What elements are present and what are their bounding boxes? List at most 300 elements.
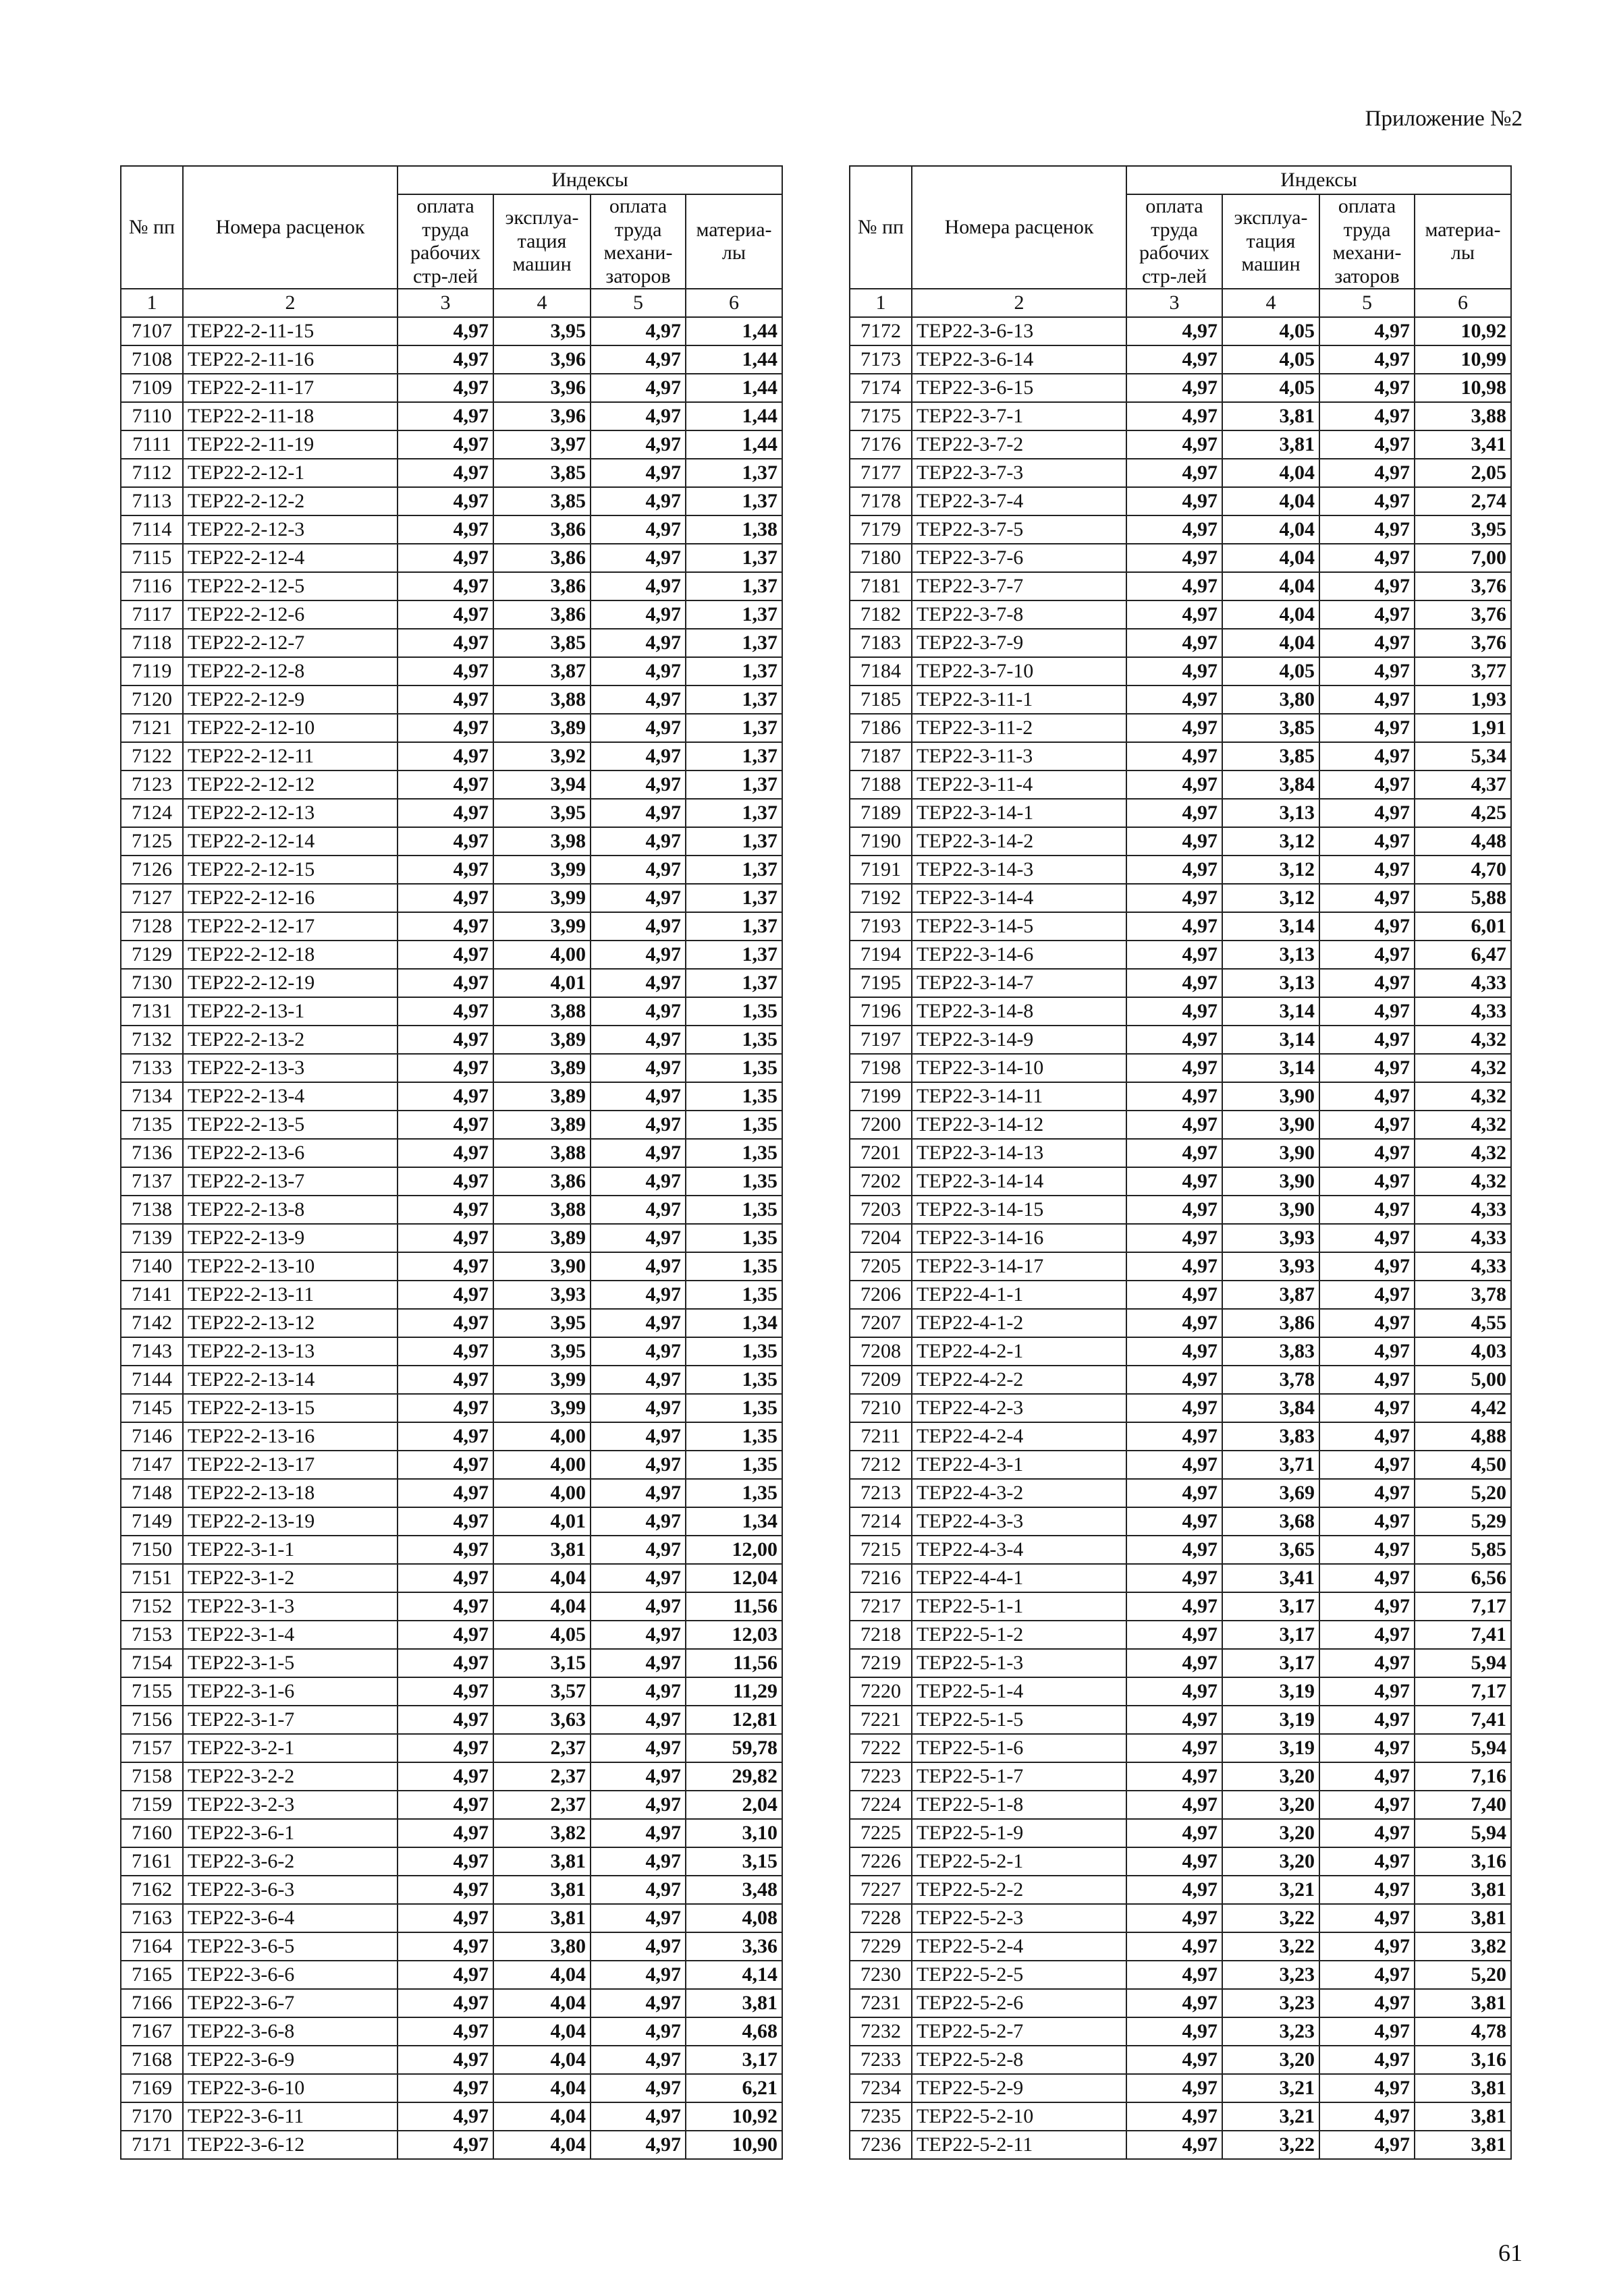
materials-index: 59,78 xyxy=(686,1734,782,1762)
col-number-2: 2 xyxy=(183,289,398,317)
row-number: 7183 xyxy=(850,629,912,657)
mech-index: 4,97 xyxy=(591,799,686,827)
index-table-right xyxy=(849,165,1512,2160)
page-number: 61 xyxy=(1498,2239,1523,2266)
labor-index: 4,97 xyxy=(398,345,493,374)
row-number: 7198 xyxy=(850,1054,912,1082)
table-row xyxy=(850,1507,1511,1536)
table-row xyxy=(850,459,1511,487)
table-row xyxy=(121,827,782,856)
machines-index: 3,99 xyxy=(493,1366,591,1394)
materials-index: 3,77 xyxy=(1415,657,1511,685)
rate-code: ТЕР22-5-1-5 xyxy=(912,1706,1126,1734)
row-number: 7215 xyxy=(850,1536,912,1564)
machines-index: 3,89 xyxy=(493,1026,591,1054)
machines-index: 3,89 xyxy=(493,1054,591,1082)
mech-index: 4,97 xyxy=(591,2046,686,2074)
labor-index: 4,97 xyxy=(398,657,493,685)
materials-index: 2,05 xyxy=(1415,459,1511,487)
rate-code: ТЕР22-2-12-3 xyxy=(183,515,398,544)
rate-code: ТЕР22-5-1-1 xyxy=(912,1592,1126,1621)
table-row xyxy=(850,544,1511,572)
materials-index: 1,37 xyxy=(686,912,782,941)
rate-code: ТЕР22-2-13-16 xyxy=(183,1422,398,1451)
labor-index: 4,97 xyxy=(1126,1507,1222,1536)
labor-index: 4,97 xyxy=(398,1451,493,1479)
labor-index: 4,97 xyxy=(1126,1592,1222,1621)
labor-index: 4,97 xyxy=(398,941,493,969)
row-number: 7235 xyxy=(850,2102,912,2131)
table-row xyxy=(850,1451,1511,1479)
labor-index: 4,97 xyxy=(1126,515,1222,544)
materials-index: 1,37 xyxy=(686,742,782,771)
mech-index: 4,97 xyxy=(1319,2046,1415,2074)
machines-index: 3,90 xyxy=(1222,1111,1319,1139)
row-number: 7139 xyxy=(121,1224,183,1252)
rate-code: ТЕР22-3-14-11 xyxy=(912,1082,1126,1111)
mech-index: 4,97 xyxy=(591,374,686,402)
header-code: Номера расценок xyxy=(183,166,398,289)
mech-index: 4,97 xyxy=(1319,1791,1415,1819)
machines-index: 3,65 xyxy=(1222,1536,1319,1564)
mech-index: 4,97 xyxy=(591,1026,686,1054)
materials-index: 1,37 xyxy=(686,600,782,629)
machines-index: 3,93 xyxy=(1222,1224,1319,1252)
table-row xyxy=(850,345,1511,374)
machines-index: 3,20 xyxy=(1222,1847,1319,1876)
table-row xyxy=(121,317,782,345)
col-number-5: 5 xyxy=(591,289,686,317)
materials-index: 3,78 xyxy=(1415,1281,1511,1309)
materials-index: 1,37 xyxy=(686,657,782,685)
machines-index: 4,04 xyxy=(1222,629,1319,657)
table-row xyxy=(850,2017,1511,2046)
labor-index: 4,97 xyxy=(398,1224,493,1252)
mech-index: 4,97 xyxy=(1319,941,1415,969)
row-number: 7191 xyxy=(850,856,912,884)
rate-code: ТЕР22-2-13-2 xyxy=(183,1026,398,1054)
mech-index: 4,97 xyxy=(1319,742,1415,771)
machines-index: 2,37 xyxy=(493,1791,591,1819)
table-row xyxy=(121,941,782,969)
table-row xyxy=(121,572,782,600)
rate-code: ТЕР22-3-6-6 xyxy=(183,1961,398,1989)
machines-index: 3,89 xyxy=(493,1224,591,1252)
labor-index: 4,97 xyxy=(1126,1989,1222,2017)
machines-index: 3,14 xyxy=(1222,912,1319,941)
machines-index: 3,14 xyxy=(1222,997,1319,1026)
machines-index: 3,95 xyxy=(493,799,591,827)
materials-index: 12,81 xyxy=(686,1706,782,1734)
mech-index: 4,97 xyxy=(591,1706,686,1734)
labor-index: 4,97 xyxy=(1126,1791,1222,1819)
mech-index: 4,97 xyxy=(591,1082,686,1111)
row-number: 7178 xyxy=(850,487,912,515)
materials-index: 1,35 xyxy=(686,1139,782,1167)
labor-index: 4,97 xyxy=(1126,1422,1222,1451)
rate-code: ТЕР22-4-4-1 xyxy=(912,1564,1126,1592)
labor-index: 4,97 xyxy=(398,402,493,430)
row-number: 7211 xyxy=(850,1422,912,1451)
table-row xyxy=(121,374,782,402)
mech-index: 4,97 xyxy=(591,969,686,997)
materials-index: 3,81 xyxy=(1415,1989,1511,2017)
machines-index: 3,22 xyxy=(1222,1904,1319,1932)
mech-index: 4,97 xyxy=(591,1196,686,1224)
rate-code: ТЕР22-2-12-12 xyxy=(183,771,398,799)
row-number: 7145 xyxy=(121,1394,183,1422)
materials-index: 7,16 xyxy=(1415,1762,1511,1791)
materials-index: 1,35 xyxy=(686,1054,782,1082)
machines-index: 3,89 xyxy=(493,714,591,742)
rate-code: ТЕР22-3-7-9 xyxy=(912,629,1126,657)
mech-index: 4,97 xyxy=(1319,459,1415,487)
materials-index: 1,37 xyxy=(686,771,782,799)
machines-index: 3,95 xyxy=(493,1309,591,1337)
materials-index: 5,85 xyxy=(1415,1536,1511,1564)
labor-index: 4,97 xyxy=(1126,1961,1222,1989)
mech-index: 4,97 xyxy=(591,1819,686,1847)
row-number: 7218 xyxy=(850,1621,912,1649)
rate-code: ТЕР22-5-2-10 xyxy=(912,2102,1126,2131)
row-number: 7195 xyxy=(850,969,912,997)
mech-index: 4,97 xyxy=(1319,430,1415,459)
table-row xyxy=(121,912,782,941)
table-row xyxy=(121,2102,782,2131)
rate-code: ТЕР22-2-13-14 xyxy=(183,1366,398,1394)
rate-code: ТЕР22-2-12-8 xyxy=(183,657,398,685)
header-mech: оплата труда механи-заторов xyxy=(1319,194,1415,289)
rate-code: ТЕР22-5-2-5 xyxy=(912,1961,1126,1989)
mech-index: 4,97 xyxy=(591,827,686,856)
table-row xyxy=(850,714,1511,742)
header-mech: оплата труда механи-заторов xyxy=(591,194,686,289)
labor-index: 4,97 xyxy=(398,1139,493,1167)
rate-code: ТЕР22-2-12-16 xyxy=(183,884,398,912)
rate-code: ТЕР22-3-11-3 xyxy=(912,742,1126,771)
materials-index: 1,35 xyxy=(686,1082,782,1111)
machines-index: 3,90 xyxy=(1222,1139,1319,1167)
rate-code: ТЕР22-5-1-7 xyxy=(912,1762,1126,1791)
machines-index: 3,23 xyxy=(1222,1989,1319,2017)
table-row xyxy=(850,1054,1511,1082)
table-row xyxy=(850,856,1511,884)
rate-code: ТЕР22-5-2-7 xyxy=(912,2017,1126,2046)
row-number: 7228 xyxy=(850,1904,912,1932)
rate-code: ТЕР22-3-6-2 xyxy=(183,1847,398,1876)
machines-index: 3,81 xyxy=(493,1847,591,1876)
machines-index: 3,20 xyxy=(1222,1819,1319,1847)
machines-index: 4,04 xyxy=(493,2046,591,2074)
header-code: Номера расценок xyxy=(912,166,1126,289)
mech-index: 4,97 xyxy=(1319,317,1415,345)
mech-index: 4,97 xyxy=(1319,2017,1415,2046)
machines-index: 4,04 xyxy=(1222,544,1319,572)
materials-index: 4,68 xyxy=(686,2017,782,2046)
labor-index: 4,97 xyxy=(1126,1111,1222,1139)
mech-index: 4,97 xyxy=(1319,1649,1415,1677)
materials-index: 1,35 xyxy=(686,1167,782,1196)
machines-index: 3,21 xyxy=(1222,2074,1319,2102)
materials-index: 5,94 xyxy=(1415,1734,1511,1762)
mech-index: 4,97 xyxy=(1319,1621,1415,1649)
table-row xyxy=(121,1082,782,1111)
machines-index: 3,21 xyxy=(1222,2102,1319,2131)
row-number: 7186 xyxy=(850,714,912,742)
machines-index: 4,04 xyxy=(493,2074,591,2102)
labor-index: 4,97 xyxy=(398,1819,493,1847)
rate-code: ТЕР22-2-11-16 xyxy=(183,345,398,374)
machines-index: 3,86 xyxy=(493,515,591,544)
materials-index: 2,04 xyxy=(686,1791,782,1819)
labor-index: 4,97 xyxy=(398,317,493,345)
row-number: 7190 xyxy=(850,827,912,856)
labor-index: 4,97 xyxy=(1126,912,1222,941)
table-row xyxy=(121,1139,782,1167)
labor-index: 4,97 xyxy=(398,1309,493,1337)
table-row xyxy=(121,1196,782,1224)
machines-index: 3,23 xyxy=(1222,1961,1319,1989)
mech-index: 4,97 xyxy=(1319,1366,1415,1394)
row-number: 7135 xyxy=(121,1111,183,1139)
mech-index: 4,97 xyxy=(591,1309,686,1337)
labor-index: 4,97 xyxy=(398,1592,493,1621)
materials-index: 4,33 xyxy=(1415,997,1511,1026)
machines-index: 3,95 xyxy=(493,317,591,345)
table-row xyxy=(850,742,1511,771)
mech-index: 4,97 xyxy=(591,1564,686,1592)
machines-index: 4,01 xyxy=(493,969,591,997)
machines-index: 3,90 xyxy=(1222,1167,1319,1196)
rate-code: ТЕР22-3-7-6 xyxy=(912,544,1126,572)
table-row xyxy=(121,1281,782,1309)
labor-index: 4,97 xyxy=(1126,1337,1222,1366)
machines-index: 3,88 xyxy=(493,997,591,1026)
machines-index: 3,85 xyxy=(493,459,591,487)
machines-index: 3,71 xyxy=(1222,1451,1319,1479)
col-number-3: 3 xyxy=(398,289,493,317)
mech-index: 4,97 xyxy=(591,600,686,629)
row-number: 7173 xyxy=(850,345,912,374)
labor-index: 4,97 xyxy=(1126,2102,1222,2131)
row-number: 7111 xyxy=(121,430,183,459)
labor-index: 4,97 xyxy=(1126,600,1222,629)
machines-index: 4,04 xyxy=(1222,572,1319,600)
machines-index: 3,69 xyxy=(1222,1479,1319,1507)
materials-index: 3,95 xyxy=(1415,515,1511,544)
table-row xyxy=(850,2046,1511,2074)
rate-code: ТЕР22-3-6-15 xyxy=(912,374,1126,402)
materials-index: 1,35 xyxy=(686,997,782,1026)
labor-index: 4,97 xyxy=(1126,657,1222,685)
mech-index: 4,97 xyxy=(1319,997,1415,1026)
mech-index: 4,97 xyxy=(1319,1167,1415,1196)
materials-index: 1,44 xyxy=(686,345,782,374)
header-group-indices: Индексы xyxy=(1126,166,1511,194)
materials-index: 3,81 xyxy=(1415,2102,1511,2131)
table-row xyxy=(850,1167,1511,1196)
row-number: 7167 xyxy=(121,2017,183,2046)
mech-index: 4,97 xyxy=(591,685,686,714)
rate-code: ТЕР22-3-14-17 xyxy=(912,1252,1126,1281)
machines-index: 3,89 xyxy=(493,1111,591,1139)
table-row xyxy=(850,1961,1511,1989)
row-number: 7208 xyxy=(850,1337,912,1366)
table-row xyxy=(121,1677,782,1706)
table-row xyxy=(850,515,1511,544)
row-number: 7166 xyxy=(121,1989,183,2017)
materials-index: 3,76 xyxy=(1415,600,1511,629)
rate-code: ТЕР22-5-1-6 xyxy=(912,1734,1126,1762)
row-number: 7181 xyxy=(850,572,912,600)
header-num: № пп xyxy=(121,166,183,289)
row-number: 7157 xyxy=(121,1734,183,1762)
labor-index: 4,97 xyxy=(398,2102,493,2131)
mech-index: 4,97 xyxy=(591,1762,686,1791)
rate-code: ТЕР22-3-14-7 xyxy=(912,969,1126,997)
labor-index: 4,97 xyxy=(1126,1564,1222,1592)
table-row xyxy=(121,1054,782,1082)
machines-index: 3,78 xyxy=(1222,1366,1319,1394)
materials-index: 10,92 xyxy=(686,2102,782,2131)
machines-index: 3,85 xyxy=(1222,714,1319,742)
labor-index: 4,97 xyxy=(398,969,493,997)
materials-index: 4,42 xyxy=(1415,1394,1511,1422)
rate-code: ТЕР22-2-13-8 xyxy=(183,1196,398,1224)
labor-index: 4,97 xyxy=(398,856,493,884)
mech-index: 4,97 xyxy=(591,317,686,345)
table-row xyxy=(850,997,1511,1026)
row-number: 7114 xyxy=(121,515,183,544)
row-number: 7165 xyxy=(121,1961,183,1989)
machines-index: 3,17 xyxy=(1222,1621,1319,1649)
machines-index: 3,98 xyxy=(493,827,591,856)
machines-index: 3,95 xyxy=(493,1337,591,1366)
machines-index: 4,05 xyxy=(493,1621,591,1649)
mech-index: 4,97 xyxy=(1319,600,1415,629)
row-number: 7230 xyxy=(850,1961,912,1989)
materials-index: 3,17 xyxy=(686,2046,782,2074)
materials-index: 1,35 xyxy=(686,1394,782,1422)
table-row xyxy=(850,2102,1511,2131)
machines-index: 3,99 xyxy=(493,1394,591,1422)
labor-index: 4,97 xyxy=(398,884,493,912)
rate-code: ТЕР22-5-1-4 xyxy=(912,1677,1126,1706)
row-number: 7116 xyxy=(121,572,183,600)
table-row xyxy=(121,1762,782,1791)
labor-index: 4,97 xyxy=(1126,1649,1222,1677)
rate-code: ТЕР22-2-12-1 xyxy=(183,459,398,487)
header-group-indices: Индексы xyxy=(398,166,782,194)
rate-code: ТЕР22-5-1-2 xyxy=(912,1621,1126,1649)
materials-index: 5,94 xyxy=(1415,1819,1511,1847)
row-number: 7187 xyxy=(850,742,912,771)
machines-index: 3,12 xyxy=(1222,884,1319,912)
row-number: 7133 xyxy=(121,1054,183,1082)
table-row xyxy=(121,2131,782,2159)
rate-code: ТЕР22-2-13-12 xyxy=(183,1309,398,1337)
machines-index: 3,86 xyxy=(493,544,591,572)
table-row xyxy=(121,544,782,572)
labor-index: 4,97 xyxy=(1126,1621,1222,1649)
rate-code: ТЕР22-3-2-3 xyxy=(183,1791,398,1819)
materials-index: 12,03 xyxy=(686,1621,782,1649)
mech-index: 4,97 xyxy=(591,1989,686,2017)
row-number: 7200 xyxy=(850,1111,912,1139)
machines-index: 3,81 xyxy=(1222,430,1319,459)
rate-code: ТЕР22-3-7-1 xyxy=(912,402,1126,430)
table-row xyxy=(121,1649,782,1677)
table-row xyxy=(850,1734,1511,1762)
rate-code: ТЕР22-3-7-4 xyxy=(912,487,1126,515)
row-number: 7210 xyxy=(850,1394,912,1422)
machines-index: 4,04 xyxy=(1222,515,1319,544)
mech-index: 4,97 xyxy=(1319,1224,1415,1252)
table-row xyxy=(121,402,782,430)
machines-index: 4,04 xyxy=(1222,487,1319,515)
materials-index: 1,37 xyxy=(686,827,782,856)
machines-index: 3,83 xyxy=(1222,1337,1319,1366)
table-row xyxy=(121,969,782,997)
table-row xyxy=(121,1621,782,1649)
machines-index: 3,19 xyxy=(1222,1706,1319,1734)
labor-index: 4,97 xyxy=(1126,2017,1222,2046)
rate-code: ТЕР22-3-14-12 xyxy=(912,1111,1126,1139)
mech-index: 4,97 xyxy=(1319,1819,1415,1847)
mech-index: 4,97 xyxy=(1319,2074,1415,2102)
machines-index: 3,92 xyxy=(493,742,591,771)
rate-code: ТЕР22-3-14-13 xyxy=(912,1139,1126,1167)
mech-index: 4,97 xyxy=(1319,714,1415,742)
rate-code: ТЕР22-3-11-1 xyxy=(912,685,1126,714)
rate-code: ТЕР22-2-12-13 xyxy=(183,799,398,827)
mech-index: 4,97 xyxy=(1319,1479,1415,1507)
mech-index: 4,97 xyxy=(591,1167,686,1196)
materials-index: 1,44 xyxy=(686,402,782,430)
materials-index: 4,14 xyxy=(686,1961,782,1989)
table-row xyxy=(121,856,782,884)
rate-code: ТЕР22-4-3-4 xyxy=(912,1536,1126,1564)
row-number: 7225 xyxy=(850,1819,912,1847)
row-number: 7128 xyxy=(121,912,183,941)
labor-index: 4,97 xyxy=(1126,1904,1222,1932)
materials-index: 11,56 xyxy=(686,1592,782,1621)
row-number: 7120 xyxy=(121,685,183,714)
rate-code: ТЕР22-3-6-4 xyxy=(183,1904,398,1932)
mech-index: 4,97 xyxy=(591,430,686,459)
labor-index: 4,97 xyxy=(398,1507,493,1536)
table-row xyxy=(850,884,1511,912)
row-number: 7193 xyxy=(850,912,912,941)
materials-index: 3,10 xyxy=(686,1819,782,1847)
table-row xyxy=(850,912,1511,941)
table-row xyxy=(850,1536,1511,1564)
row-number: 7124 xyxy=(121,799,183,827)
machines-index: 3,86 xyxy=(493,600,591,629)
machines-index: 4,04 xyxy=(493,2131,591,2159)
materials-index: 5,29 xyxy=(1415,1507,1511,1536)
table-row xyxy=(121,2046,782,2074)
mech-index: 4,97 xyxy=(591,1139,686,1167)
machines-index: 4,00 xyxy=(493,941,591,969)
table-row xyxy=(121,1876,782,1904)
labor-index: 4,97 xyxy=(1126,402,1222,430)
row-number: 7129 xyxy=(121,941,183,969)
mech-index: 4,97 xyxy=(1319,969,1415,997)
materials-index: 1,34 xyxy=(686,1309,782,1337)
materials-index: 3,81 xyxy=(686,1989,782,2017)
row-number: 7202 xyxy=(850,1167,912,1196)
